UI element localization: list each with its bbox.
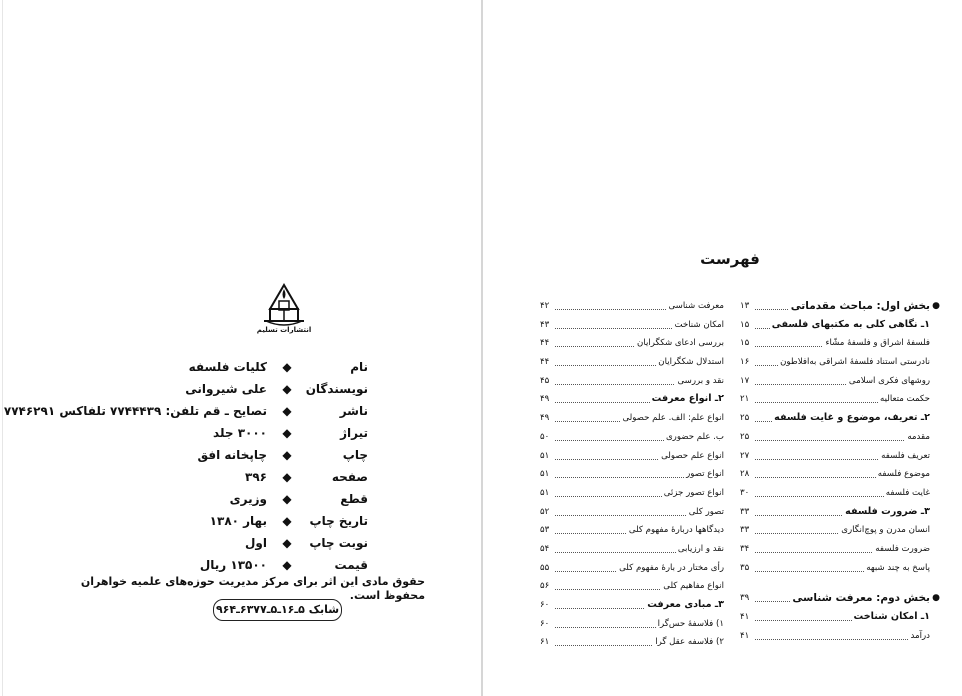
toc-entry	[540, 540, 724, 559]
imprint-row	[70, 357, 368, 379]
toc-entry-label: نادرستی استناد فلسفهٔ اشراقی به‌افلاطون	[778, 353, 930, 372]
toc-entry-label: انواع علم حصولی	[659, 447, 724, 466]
toc-entry-label: تعریف فلسفه	[879, 447, 930, 466]
toc-entry-label: نقد و ارزیابی	[676, 540, 724, 559]
toc-entry-page: ۱۵	[740, 316, 754, 335]
imprint-label: صفحه	[331, 470, 368, 484]
page-edge	[2, 0, 3, 696]
isbn-badge: شابک ۵ـ۱۶ـ۵ـ۶۳۷۷ـ۹۶۴	[213, 599, 342, 621]
diamond-bullet-icon: ◆	[282, 536, 292, 550]
toc-entry-label: نقد و بررسی	[675, 372, 724, 391]
imprint-label: تیراژ	[340, 426, 368, 440]
toc-entry-label: ضرورت فلسفه	[873, 540, 930, 559]
toc-entry	[540, 521, 724, 540]
imprint-value: تصایح ـ قم تلفن: ۷۷۴۴۴۳۹ تلفاکس ۷۷۴۶۲۹۱	[3, 404, 267, 418]
toc-entry-page: ۴۴	[540, 334, 554, 353]
diamond-bullet-icon: ◆	[282, 448, 292, 462]
toc-entry-label: حکمت متعالیه	[878, 390, 930, 409]
toc-entry-label: دیدگاهها دربارهٔ مفهوم کلی	[627, 521, 724, 540]
toc-entry	[740, 409, 930, 428]
toc-entry	[540, 409, 724, 428]
toc-entry-page: ۳۰	[740, 484, 754, 503]
imprint-label: چاپ	[342, 448, 368, 462]
imprint-value: وزیری	[229, 492, 267, 506]
toc-entry	[740, 484, 930, 503]
toc-entry-page: ۵۶	[540, 577, 554, 596]
toc-entry-label: انواع مفاهیم کلی	[661, 577, 724, 596]
toc-entry	[740, 589, 940, 608]
publisher-logo-text: انتشارات تسلیم	[256, 326, 312, 334]
toc-entry-page: ۱۷	[740, 372, 754, 391]
toc-entry	[540, 297, 724, 316]
toc-entry-label: پاسخ به چند شبهه	[864, 559, 930, 578]
imprint-label: نوبت چاپ	[309, 536, 368, 550]
toc-entry-label: ۲) فلاسفه عقل گرا	[653, 633, 724, 652]
imprint-label: قطع	[340, 492, 368, 506]
toc-entry	[740, 334, 930, 353]
toc-entry-page: ۵۲	[540, 503, 554, 522]
toc-entry-label: رأی مختار در بارهٔ مفهوم کلی	[617, 559, 724, 578]
diamond-bullet-icon: ◆	[282, 558, 292, 572]
toc-entry-label: غایت فلسفه	[884, 484, 930, 503]
imprint-value: اول	[245, 536, 267, 550]
toc-entry	[740, 372, 930, 391]
toc-entry-page: ۴۹	[540, 390, 554, 409]
toc-entry-page: ۳۵	[740, 559, 754, 578]
imprint-label: قیمت	[334, 558, 368, 572]
toc-entry-page: ۴۵	[540, 372, 554, 391]
toc-entry-label: انواع تصور	[684, 465, 724, 484]
toc-entry-label: انواع تصور جزئی	[662, 484, 724, 503]
imprint-value: ۳۹۶	[245, 470, 267, 484]
imprint-row	[70, 467, 368, 489]
toc-entry-label: ۲ـ انواع معرفت	[650, 390, 724, 409]
toc-entry-label: بخش اول: مباحث مقدماتی	[789, 297, 930, 316]
imprint-row	[70, 511, 368, 533]
toc-entry-label: ۳ـ مبادی معرفت	[645, 596, 724, 615]
toc-entry	[740, 428, 930, 447]
toc-entry	[540, 428, 724, 447]
imprint-value: ۱۳۵۰۰ ریال	[199, 558, 267, 572]
toc-entry-page: ۶۰	[540, 615, 554, 634]
imprint-value: چاپخانه افق	[197, 448, 267, 462]
toc-entry-label: موضوع فلسفه	[876, 465, 930, 484]
toc-entry	[740, 465, 930, 484]
toc-entry-label: ۳ـ ضرورت فلسفه	[843, 503, 930, 522]
toc-entry	[540, 596, 724, 615]
imprint-row	[70, 489, 368, 511]
toc-entry-label: بخش دوم: معرفت شناسی	[790, 589, 930, 608]
diamond-bullet-icon: ◆	[282, 382, 292, 396]
toc-entry-page: ۲۵	[740, 409, 754, 428]
toc-entry-label: روشهای فکری اسلامی	[847, 372, 930, 391]
diamond-bullet-icon: ◆	[282, 514, 292, 528]
toc-entry	[540, 484, 724, 503]
toc-entry	[540, 353, 724, 372]
imprint-label: تاریخ چاپ	[309, 514, 368, 528]
diamond-bullet-icon: ◆	[282, 360, 292, 374]
toc-entry-page: ۳۳	[740, 503, 754, 522]
imprint-label: نویسندگان	[305, 382, 368, 396]
diamond-bullet-icon: ◆	[282, 404, 292, 418]
toc-entry	[540, 577, 724, 596]
toc-entry-label: فلسفهٔ اشراق و فلسفهٔ مشّاء	[823, 334, 930, 353]
toc-entry	[740, 559, 930, 578]
toc-entry-page: ۵۰	[540, 428, 554, 447]
toc-entry	[740, 316, 930, 335]
imprint-value: کلیات فلسفه	[188, 360, 267, 374]
toc-entry-page: ۲۱	[740, 390, 754, 409]
toc-entry-page: ۵۱	[540, 465, 554, 484]
toc-entry-page: ۵۵	[540, 559, 554, 578]
imprint-row	[70, 379, 368, 401]
toc-entry	[540, 503, 724, 522]
toc-entry-label: تصور کلی	[687, 503, 724, 522]
toc-entry	[540, 372, 724, 391]
imprint-row	[70, 445, 368, 467]
toc-entry	[540, 615, 724, 634]
imprint-value: بهار ۱۳۸۰	[209, 514, 267, 528]
toc-entry-label: بررسی ادعای شکگرایان	[635, 334, 724, 353]
toc-entry-page: ۳۳	[740, 521, 754, 540]
toc-entry-page: ۵۱	[540, 484, 554, 503]
toc-entry	[740, 390, 930, 409]
toc-entry	[540, 390, 724, 409]
diamond-bullet-icon: ◆	[282, 492, 292, 506]
toc-entry	[540, 633, 724, 652]
circle-bullet-icon: ●	[932, 593, 940, 604]
toc-entry-label: معرفت شناسی	[666, 297, 724, 316]
toc-entry-page: ۲۵	[740, 428, 754, 447]
toc-entry	[540, 334, 724, 353]
toc-entry	[740, 540, 930, 559]
dot-leader	[752, 440, 930, 441]
toc-entry-page: ۳۴	[740, 540, 754, 559]
toc-entry-page: ۴۹	[540, 409, 554, 428]
toc-entry-page: ۱۵	[740, 334, 754, 353]
toc-entry-page: ۶۰	[540, 596, 554, 615]
circle-bullet-icon: ●	[932, 301, 940, 311]
toc-entry-label: مقدمه	[905, 428, 930, 447]
imprint-row	[3, 401, 368, 423]
toc-entry-page: ۵۳	[540, 521, 554, 540]
toc-left-column	[540, 297, 724, 652]
toc-entry	[740, 353, 930, 372]
toc-entry-page: ۵۱	[540, 447, 554, 466]
toc-entry	[740, 521, 930, 540]
toc-entry	[540, 316, 724, 335]
publisher-logo	[256, 281, 312, 339]
toc-entry-page: ۲۷	[740, 447, 754, 466]
toc-title: فهرست	[700, 250, 760, 268]
imprint-value: ۳۰۰۰ جلد	[213, 426, 267, 440]
toc-entry-label: ۱ـ امکان شناخت	[852, 608, 930, 627]
toc-entry-page: ۱۶	[740, 353, 754, 372]
toc-entry-page: ۱۳	[740, 297, 754, 316]
toc-entry-label: امکان شناخت	[672, 316, 724, 335]
toc-entry-page: ۵۴	[540, 540, 554, 559]
toc-entry	[740, 297, 940, 316]
toc-entry	[540, 559, 724, 578]
toc-entry-page: ۶۱	[540, 633, 554, 652]
diamond-bullet-icon: ◆	[282, 426, 292, 440]
toc-entry-label: استدلال شکگرایان	[656, 353, 724, 372]
toc-entry	[740, 627, 930, 646]
toc-entry-label: ۱ـ نگاهی کلی به مکتبهای فلسفی	[770, 316, 930, 335]
toc-entry-page: ۴۴	[540, 353, 554, 372]
toc-entry-label: درآمد	[909, 627, 930, 646]
toc-entry	[740, 503, 930, 522]
imprint-value: علی شیروانی	[185, 382, 267, 396]
toc-entry	[740, 608, 930, 627]
imprint-table	[3, 357, 368, 577]
toc-entry	[540, 447, 724, 466]
toc-entry-page: ۲۸	[740, 465, 754, 484]
toc-entry	[540, 465, 724, 484]
toc-entry-label: ۲ـ تعریف، موضوع و غایت فلسفه	[772, 409, 930, 428]
imprint-row	[70, 555, 368, 577]
imprint-label: ناشر	[339, 404, 368, 418]
toc-entry	[740, 447, 930, 466]
rights-notice: حقوق مادی این اثر برای مرکز مدیریت حوزه‌های علمیه خواهران محفوظ است.	[80, 575, 425, 602]
toc-entry-label: ۱) فلاسفهٔ حس‌گرا	[656, 615, 724, 634]
toc-entry-label: انواع علم: الف. علم حصولی	[620, 409, 724, 428]
toc-entry-page: ۴۱	[740, 608, 754, 627]
toc-entry-page: ۴۲	[540, 297, 554, 316]
imprint-row	[70, 533, 368, 555]
imprint-row	[70, 423, 368, 445]
toc-entry-page: ۴۱	[740, 627, 754, 646]
toc-entry-label: انسان مدرن و پوچ‌انگاری	[839, 521, 930, 540]
toc-entry-page: ۳۹	[740, 589, 754, 608]
toc-entry-label: ب. علم حضوری	[664, 428, 724, 447]
toc-entry-page: ۴۳	[540, 316, 554, 335]
toc-right-column	[740, 297, 940, 645]
dot-leader	[752, 639, 930, 640]
imprint-label: نام	[350, 360, 368, 374]
diamond-bullet-icon: ◆	[282, 470, 292, 484]
